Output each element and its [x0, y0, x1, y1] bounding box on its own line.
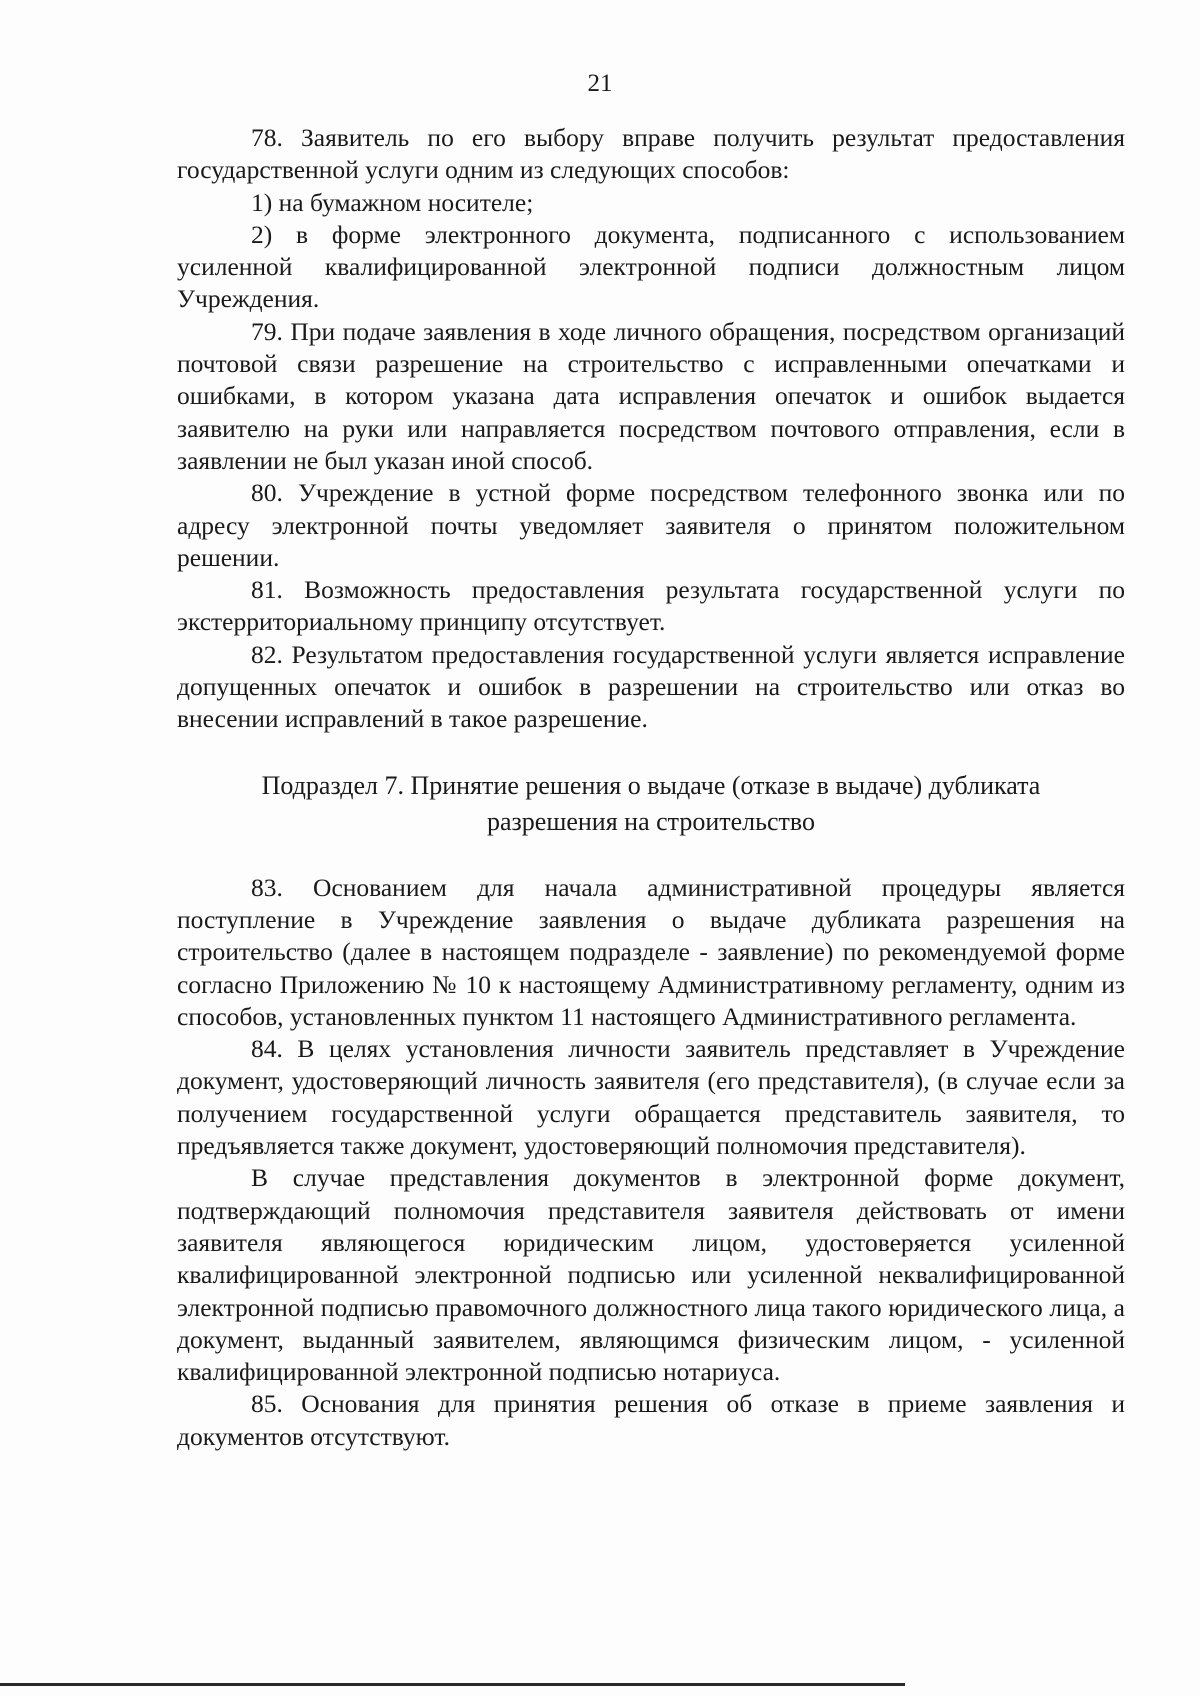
- section-title-line2: разрешения на строительство: [486, 806, 816, 836]
- bottom-rule: [0, 1683, 905, 1686]
- section-title: [177, 768, 1125, 840]
- paragraph-83: 83. Основанием для начала административной процедуры является поступление в Учреждение заявления о выдаче дубликата разрешения на строительство (далее в настоящем подразделе - заявление) по рекомендуемой форме согласно Приложению № 10 к настоящему Административному регламенту, одним из способов, установленных пунктом 11 настоящего Административного регламента.: [177, 872, 1125, 1031]
- paragraph-85: 85. Основания для принятия решения об отказе в приеме заявления и документов отсутствуют.: [177, 1389, 1125, 1451]
- list-item-electronic: 2) в форме электронного документа, подписанного с использованием усиленной квалифицированной электронной подписи должностным лицом Учреждения.: [177, 219, 1125, 314]
- paragraph-84: 84. В целях установления личности заявитель представляет в Учреждение документ, удостоверяющий личность заявителя (его представителя), (в случае если за получением государственной услуги обращается представитель заявителя, то предъявляется также документ, удостоверяющий полномочия представителя).: [177, 1034, 1125, 1161]
- list-item-paper: 1) на бумажном носителе;: [251, 187, 534, 217]
- paragraph-80: 80. Учреждение в устной форме посредством телефонного звонка или по адресу электронной почты уведомляет заявителя о принятом положительном решении.: [177, 478, 1125, 572]
- page-number: 21: [587, 70, 613, 97]
- paragraph-78: 78. Заявитель по его выбору вправе получить результат предоставления государственной услуги одним из следующих способов:: [177, 123, 1125, 185]
- paragraph-82: 82. Результатом предоставления государственной услуги является исправление допущенных опечаток и ошибок в разрешении на строительство или отказ во внесении исправлений в такое разрешение.: [177, 639, 1125, 734]
- section-title-line1: Подраздел 7. Принятие решения о выдаче (отказе в выдаче) дубликата: [261, 770, 1041, 800]
- paragraph-84-continued: В случае представления документов в электронной форме документ, подтверждающий полномочия представителя заявителя действовать от имени заявителя являющегося юридическим лицом, удостоверяется усиленной квалифицированной электронной подписью или усиленной неквалифицированной электронной подписью правомочного должностного лица такого юридического лица, а документ, выданный заявителем, являющимся физическим лицом, - усиленной квалифицированной электронной подписью нотариуса.: [177, 1163, 1125, 1387]
- paragraph-81: 81. Возможность предоставления результата государственной услуги по экстерриториальному принципу отсутствует.: [177, 575, 1125, 637]
- paragraph-79: 79. При подаче заявления в ходе личного обращения, посредством организаций почтовой связи разрешение на строительство с исправленными опечатками и ошибками, в котором указана дата исправления опечаток и ошибок выдается заявителю на руки или направляется посредством почтового отправления, если в заявлении не был указан иной способ.: [177, 316, 1125, 475]
- document-body: [177, 122, 1125, 1453]
